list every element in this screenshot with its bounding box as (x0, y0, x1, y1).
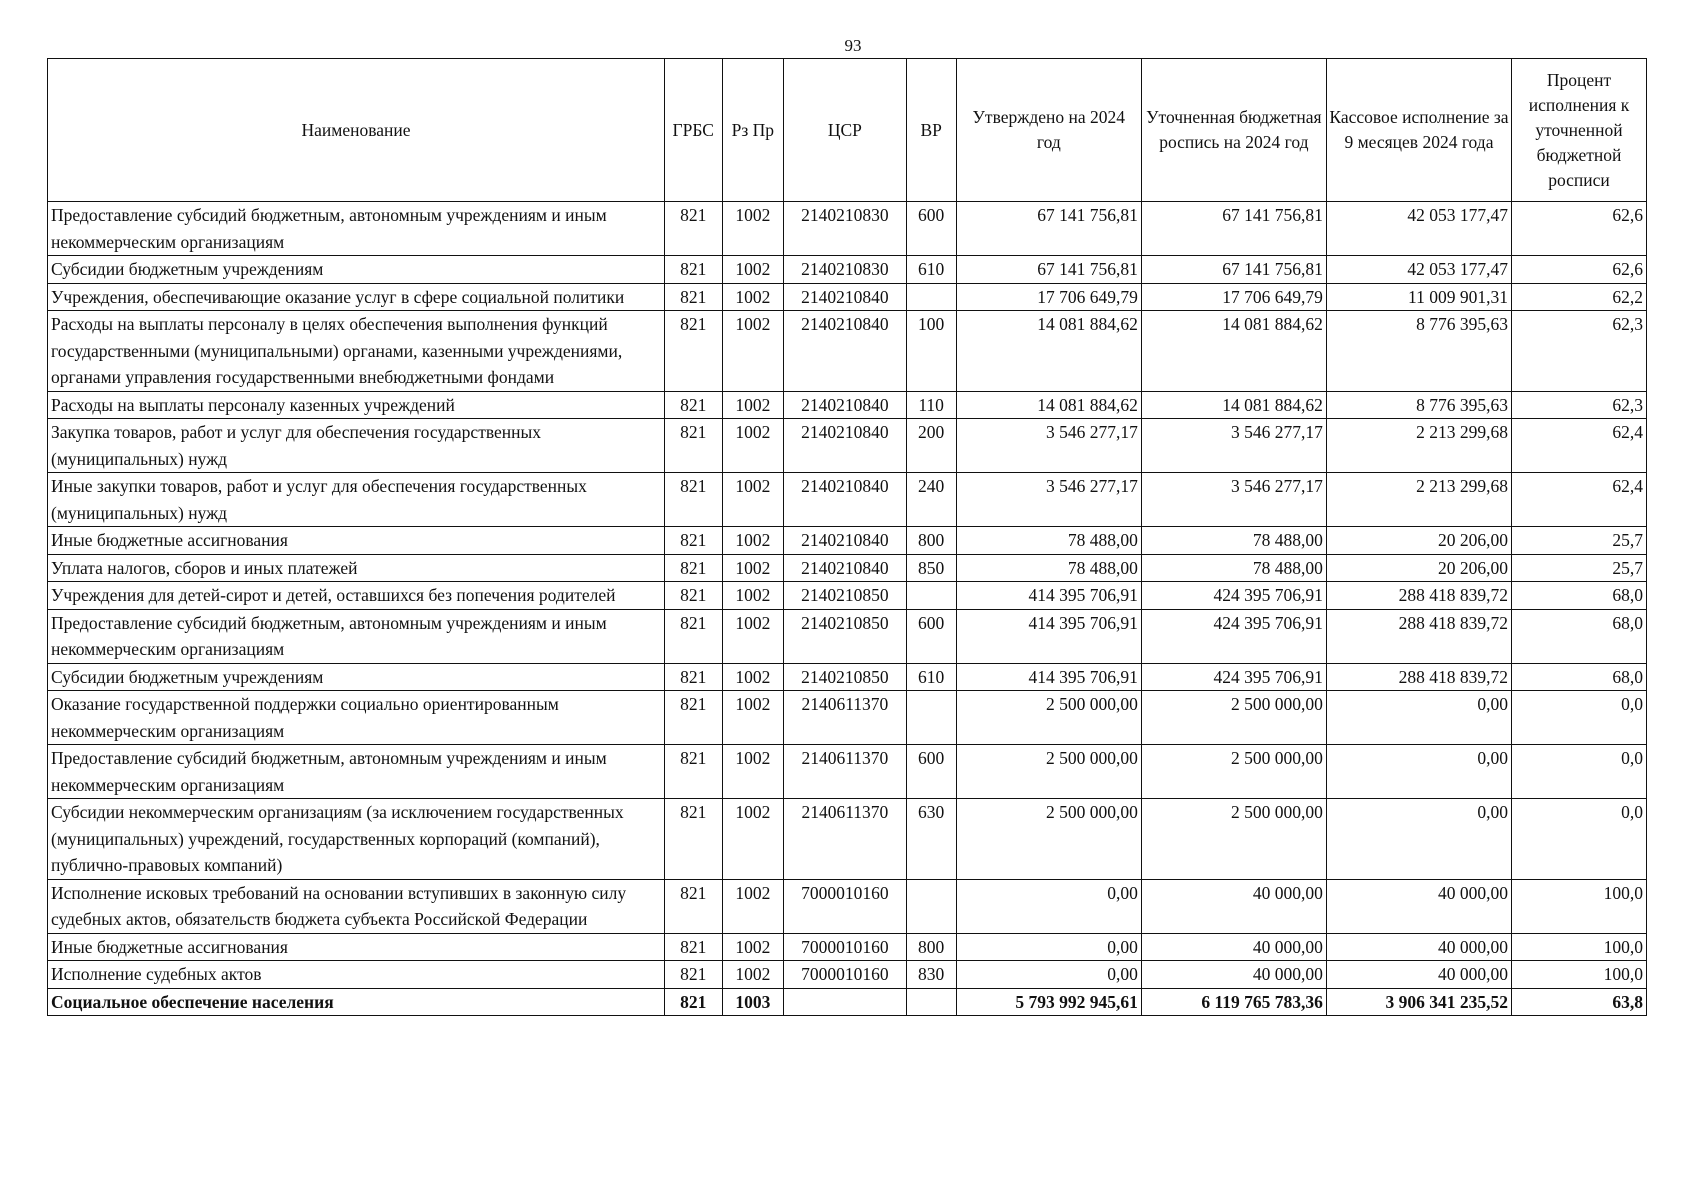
row-vr: 610 (906, 663, 956, 691)
row-percent: 68,0 (1512, 582, 1647, 610)
row-grbs: 821 (665, 527, 723, 555)
table-body (48, 202, 1647, 1016)
row-percent: 62,6 (1512, 202, 1647, 256)
row-approved: 3 546 277,17 (956, 473, 1141, 527)
row-vr (906, 582, 956, 610)
row-percent: 68,0 (1512, 609, 1647, 663)
header-vr: ВР (906, 59, 956, 202)
table-row (48, 879, 1647, 933)
row-csr: 2140210840 (784, 419, 906, 473)
row-cash: 2 213 299,68 (1326, 473, 1511, 527)
row-csr (784, 988, 906, 1016)
table-row (48, 391, 1647, 419)
row-approved: 2 500 000,00 (956, 691, 1141, 745)
row-refined: 40 000,00 (1141, 933, 1326, 961)
row-grbs: 821 (665, 202, 723, 256)
table-header-row (48, 59, 1647, 202)
row-rzpr: 1002 (722, 933, 784, 961)
row-grbs: 821 (665, 745, 723, 799)
row-vr (906, 283, 956, 311)
table-row (48, 582, 1647, 610)
page-number: 93 (844, 36, 862, 55)
row-vr: 600 (906, 745, 956, 799)
row-grbs: 821 (665, 988, 723, 1016)
row-csr: 7000010160 (784, 961, 906, 989)
row-csr: 2140611370 (784, 799, 906, 880)
row-name: Иные закупки товаров, работ и услуг для обеспечения государственных (муниципальных) нужд (48, 473, 665, 527)
row-approved: 2 500 000,00 (956, 799, 1141, 880)
row-grbs: 821 (665, 663, 723, 691)
row-cash: 42 053 177,47 (1326, 202, 1511, 256)
row-rzpr: 1003 (722, 988, 784, 1016)
table-row (48, 609, 1647, 663)
row-refined: 424 395 706,91 (1141, 609, 1326, 663)
row-approved: 0,00 (956, 879, 1141, 933)
row-grbs: 821 (665, 879, 723, 933)
row-cash: 288 418 839,72 (1326, 609, 1511, 663)
row-refined: 6 119 765 783,36 (1141, 988, 1326, 1016)
row-approved: 14 081 884,62 (956, 391, 1141, 419)
header-name: Наименование (48, 59, 665, 202)
row-refined: 40 000,00 (1141, 961, 1326, 989)
row-cash: 2 213 299,68 (1326, 419, 1511, 473)
row-csr: 2140210850 (784, 609, 906, 663)
row-name: Уплата налогов, сборов и иных платежей (48, 554, 665, 582)
row-refined: 17 706 649,79 (1141, 283, 1326, 311)
row-rzpr: 1002 (722, 582, 784, 610)
row-rzpr: 1002 (722, 663, 784, 691)
row-name: Расходы на выплаты персоналу в целях обеспечения выполнения функций государственными (муниципальными) органами, казенными учреждениями, органами управления государственными внебюджетными фондами (48, 311, 665, 392)
row-grbs: 821 (665, 473, 723, 527)
row-csr: 2140210840 (784, 527, 906, 555)
row-approved: 14 081 884,62 (956, 311, 1141, 392)
table-row (48, 554, 1647, 582)
row-percent: 62,2 (1512, 283, 1647, 311)
row-name: Закупка товаров, работ и услуг для обеспечения государственных (муниципальных) нужд (48, 419, 665, 473)
row-vr: 200 (906, 419, 956, 473)
table-row (48, 691, 1647, 745)
row-refined: 67 141 756,81 (1141, 256, 1326, 284)
table-row (48, 961, 1647, 989)
row-approved: 67 141 756,81 (956, 256, 1141, 284)
row-rzpr: 1002 (722, 527, 784, 555)
row-rzpr: 1002 (722, 311, 784, 392)
row-grbs: 821 (665, 554, 723, 582)
row-rzpr: 1002 (722, 879, 784, 933)
row-name: Социальное обеспечение населения (48, 988, 665, 1016)
row-grbs: 821 (665, 582, 723, 610)
row-grbs: 821 (665, 961, 723, 989)
table-row (48, 933, 1647, 961)
row-refined: 3 546 277,17 (1141, 419, 1326, 473)
row-csr: 2140210840 (784, 554, 906, 582)
row-percent: 100,0 (1512, 933, 1647, 961)
row-grbs: 821 (665, 799, 723, 880)
row-rzpr: 1002 (722, 961, 784, 989)
row-vr (906, 988, 956, 1016)
header-cash: Кассовое исполнение за 9 месяцев 2024 года (1326, 59, 1511, 202)
row-name: Субсидии бюджетным учреждениям (48, 663, 665, 691)
row-name: Учреждения, обеспечивающие оказание услуг в сфере социальной политики (48, 283, 665, 311)
header-grbs: ГРБС (665, 59, 723, 202)
row-approved: 414 395 706,91 (956, 663, 1141, 691)
row-approved: 78 488,00 (956, 527, 1141, 555)
row-name: Иные бюджетные ассигнования (48, 933, 665, 961)
table-row (48, 663, 1647, 691)
row-csr: 2140210840 (784, 473, 906, 527)
header-refined: Уточненная бюджетная роспись на 2024 год (1141, 59, 1326, 202)
row-refined: 424 395 706,91 (1141, 663, 1326, 691)
row-vr: 610 (906, 256, 956, 284)
row-cash: 40 000,00 (1326, 961, 1511, 989)
row-vr: 800 (906, 933, 956, 961)
row-vr: 110 (906, 391, 956, 419)
row-cash: 40 000,00 (1326, 879, 1511, 933)
table-row (48, 283, 1647, 311)
row-vr: 630 (906, 799, 956, 880)
row-csr: 2140210830 (784, 256, 906, 284)
table-row (48, 988, 1647, 1016)
row-approved: 78 488,00 (956, 554, 1141, 582)
row-csr: 7000010160 (784, 933, 906, 961)
row-cash: 40 000,00 (1326, 933, 1511, 961)
row-csr: 2140611370 (784, 691, 906, 745)
row-approved: 2 500 000,00 (956, 745, 1141, 799)
row-grbs: 821 (665, 256, 723, 284)
row-percent: 62,6 (1512, 256, 1647, 284)
row-refined: 3 546 277,17 (1141, 473, 1326, 527)
row-approved: 17 706 649,79 (956, 283, 1141, 311)
row-name: Предоставление субсидий бюджетным, автономным учреждениям и иным некоммерческим организациям (48, 609, 665, 663)
budget-execution-table (47, 58, 1647, 1016)
row-vr: 600 (906, 609, 956, 663)
row-rzpr: 1002 (722, 391, 784, 419)
table-row (48, 527, 1647, 555)
row-cash: 20 206,00 (1326, 527, 1511, 555)
row-grbs: 821 (665, 283, 723, 311)
row-vr: 100 (906, 311, 956, 392)
row-percent: 62,3 (1512, 311, 1647, 392)
row-rzpr: 1002 (722, 745, 784, 799)
row-percent: 63,8 (1512, 988, 1647, 1016)
row-grbs: 821 (665, 311, 723, 392)
row-name: Субсидии некоммерческим организациям (за исключением государственных (муниципальных) учреждений, государственных корпораций (компаний), публично-правовых компаний) (48, 799, 665, 880)
row-rzpr: 1002 (722, 609, 784, 663)
row-cash: 0,00 (1326, 799, 1511, 880)
row-percent: 62,4 (1512, 473, 1647, 527)
row-cash: 288 418 839,72 (1326, 663, 1511, 691)
row-csr: 2140210840 (784, 391, 906, 419)
row-refined: 67 141 756,81 (1141, 202, 1326, 256)
row-csr: 2140210850 (784, 582, 906, 610)
row-cash: 42 053 177,47 (1326, 256, 1511, 284)
row-rzpr: 1002 (722, 419, 784, 473)
row-name: Оказание государственной поддержки социально ориентированным некоммерческим организациям (48, 691, 665, 745)
row-csr: 2140210830 (784, 202, 906, 256)
row-csr: 7000010160 (784, 879, 906, 933)
row-percent: 0,0 (1512, 799, 1647, 880)
table-row (48, 799, 1647, 880)
row-percent: 100,0 (1512, 879, 1647, 933)
row-grbs: 821 (665, 933, 723, 961)
row-grbs: 821 (665, 391, 723, 419)
header-percent: Процент исполнения к уточненной бюджетной росписи (1512, 59, 1647, 202)
row-cash: 8 776 395,63 (1326, 311, 1511, 392)
row-rzpr: 1002 (722, 283, 784, 311)
row-name: Предоставление субсидий бюджетным, автономным учреждениям и иным некоммерческим организациям (48, 745, 665, 799)
row-csr: 2140210850 (784, 663, 906, 691)
row-cash: 0,00 (1326, 745, 1511, 799)
row-refined: 40 000,00 (1141, 879, 1326, 933)
row-vr: 600 (906, 202, 956, 256)
row-cash: 20 206,00 (1326, 554, 1511, 582)
row-cash: 11 009 901,31 (1326, 283, 1511, 311)
row-refined: 2 500 000,00 (1141, 691, 1326, 745)
header-csr: ЦСР (784, 59, 906, 202)
row-grbs: 821 (665, 691, 723, 745)
table-row (48, 419, 1647, 473)
row-percent: 0,0 (1512, 745, 1647, 799)
row-grbs: 821 (665, 419, 723, 473)
table-row (48, 202, 1647, 256)
row-percent: 100,0 (1512, 961, 1647, 989)
table-row (48, 473, 1647, 527)
row-vr (906, 879, 956, 933)
row-rzpr: 1002 (722, 202, 784, 256)
row-vr: 800 (906, 527, 956, 555)
row-name: Субсидии бюджетным учреждениям (48, 256, 665, 284)
row-name: Исполнение судебных актов (48, 961, 665, 989)
row-csr: 2140210840 (784, 311, 906, 392)
header-rzpr: Рз Пр (722, 59, 784, 202)
row-approved: 414 395 706,91 (956, 609, 1141, 663)
row-name: Исполнение исковых требований на основании вступивших в законную силу судебных актов, обязательств бюджета субъекта Российской Федерации (48, 879, 665, 933)
row-cash: 288 418 839,72 (1326, 582, 1511, 610)
row-vr: 240 (906, 473, 956, 527)
row-percent: 0,0 (1512, 691, 1647, 745)
row-refined: 2 500 000,00 (1141, 799, 1326, 880)
row-grbs: 821 (665, 609, 723, 663)
row-refined: 78 488,00 (1141, 527, 1326, 555)
row-vr: 850 (906, 554, 956, 582)
row-approved: 0,00 (956, 933, 1141, 961)
row-rzpr: 1002 (722, 473, 784, 527)
row-percent: 62,4 (1512, 419, 1647, 473)
row-approved: 414 395 706,91 (956, 582, 1141, 610)
table-row (48, 256, 1647, 284)
row-percent: 25,7 (1512, 527, 1647, 555)
table-row (48, 745, 1647, 799)
row-vr (906, 691, 956, 745)
row-csr: 2140210840 (784, 283, 906, 311)
row-refined: 2 500 000,00 (1141, 745, 1326, 799)
header-approved: Утверждено на 2024 год (956, 59, 1141, 202)
row-percent: 68,0 (1512, 663, 1647, 691)
row-name: Учреждения для детей-сирот и детей, оставшихся без попечения родителей (48, 582, 665, 610)
row-rzpr: 1002 (722, 554, 784, 582)
row-approved: 5 793 992 945,61 (956, 988, 1141, 1016)
row-name: Предоставление субсидий бюджетным, автономным учреждениям и иным некоммерческим организациям (48, 202, 665, 256)
row-refined: 424 395 706,91 (1141, 582, 1326, 610)
row-refined: 14 081 884,62 (1141, 311, 1326, 392)
row-cash: 0,00 (1326, 691, 1511, 745)
row-refined: 14 081 884,62 (1141, 391, 1326, 419)
row-rzpr: 1002 (722, 799, 784, 880)
table-row (48, 311, 1647, 392)
row-approved: 67 141 756,81 (956, 202, 1141, 256)
row-name: Расходы на выплаты персоналу казенных учреждений (48, 391, 665, 419)
row-percent: 62,3 (1512, 391, 1647, 419)
row-vr: 830 (906, 961, 956, 989)
row-name: Иные бюджетные ассигнования (48, 527, 665, 555)
row-rzpr: 1002 (722, 691, 784, 745)
row-cash: 3 906 341 235,52 (1326, 988, 1511, 1016)
row-rzpr: 1002 (722, 256, 784, 284)
row-percent: 25,7 (1512, 554, 1647, 582)
row-csr: 2140611370 (784, 745, 906, 799)
row-refined: 78 488,00 (1141, 554, 1326, 582)
row-cash: 8 776 395,63 (1326, 391, 1511, 419)
row-approved: 3 546 277,17 (956, 419, 1141, 473)
row-approved: 0,00 (956, 961, 1141, 989)
